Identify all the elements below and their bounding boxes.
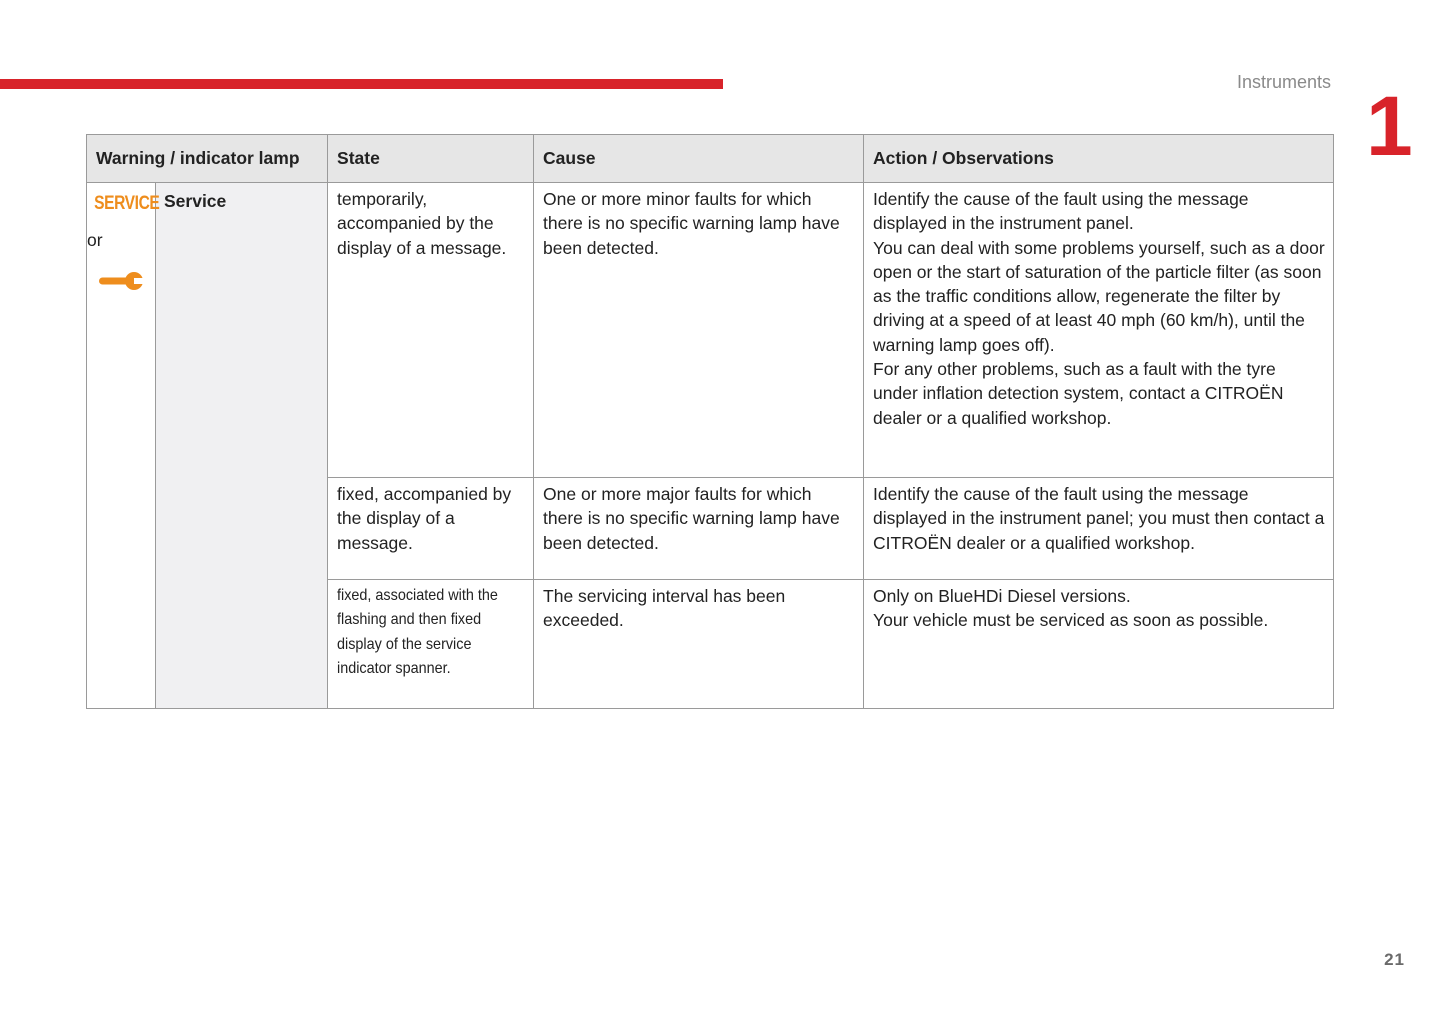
lamp-name: Service [164, 191, 227, 211]
column-header-state: State [328, 135, 534, 183]
column-header-lamp: Warning / indicator lamp [87, 135, 328, 183]
action-line: Your vehicle must be serviced as soon as possible. [873, 610, 1269, 631]
lamp-name-cell [156, 183, 328, 709]
action-line: Only on BlueHDi Diesel versions. [873, 586, 1131, 606]
action-line: Identify the cause of the fault using the message displayed in the instrument panel; you must then contact a CITROËN dealer or a qualified workshop. [873, 484, 1325, 553]
table-row [87, 183, 1334, 478]
cause-cell: The servicing interval has been exceeded. [534, 580, 864, 709]
cause-cell: One or more minor faults for which there is no specific warning lamp have been detected. [534, 183, 864, 478]
action-cell [864, 478, 1334, 580]
action-line: You can deal with some problems yourself, such as a door open or the start of saturation of the particle filter (as soon as the traffic conditions allow, regenerate the filter by driving at a speed of at least 40 mph (60 km/h), until the warning lamp goes off). [873, 237, 1325, 355]
column-header-cause: Cause [534, 135, 864, 183]
action-cell [864, 183, 1334, 478]
warning-lamps-table [86, 134, 1334, 709]
header-accent-bar [0, 79, 723, 89]
service-warning-icon: SERVICE [94, 193, 160, 214]
action-line: Identify the cause of the fault using the message displayed in the instrument panel. [873, 189, 1249, 234]
state-cell [328, 580, 534, 709]
spanner-icon [97, 269, 145, 293]
lamp-icon-cell [87, 183, 160, 709]
action-line: For any other problems, such as a fault with the tyre under inflation detection system, contact a CITROËN dealer or a qualified workshop. [873, 359, 1284, 428]
page-number: 21 [1384, 950, 1405, 969]
column-header-action: Action / Observations [864, 135, 1334, 183]
state-cell: fixed, accompanied by the display of a message. [328, 478, 534, 580]
action-cell [864, 580, 1334, 709]
state-text: fixed, associated with the flashing and then fixed display of the service indicator spanner. [337, 587, 498, 677]
section-title: Instruments [1236, 72, 1331, 92]
table-header-row [87, 135, 1334, 183]
state-cell: temporarily, accompanied by the display of a message. [328, 183, 534, 478]
chapter-number: 1 [1366, 79, 1413, 173]
or-label: or [87, 230, 103, 251]
cause-cell: One or more major faults for which there is no specific warning lamp have been detected. [534, 478, 864, 580]
